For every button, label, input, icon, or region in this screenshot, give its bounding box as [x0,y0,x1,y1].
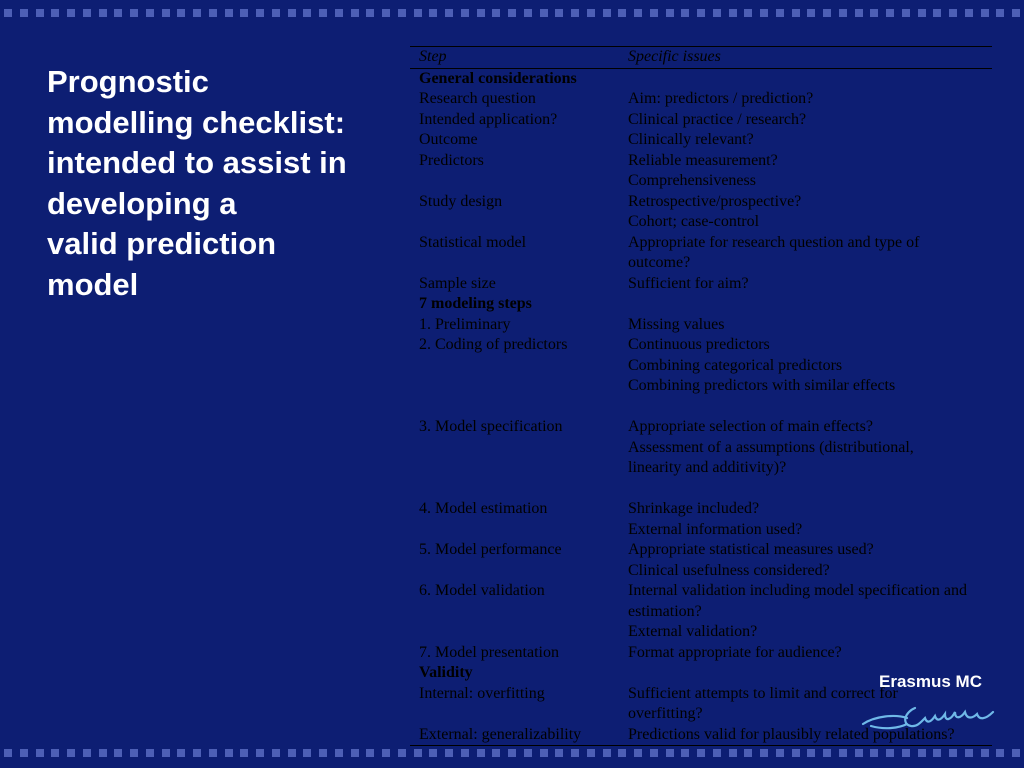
border-square [382,9,390,17]
slide-title-line: Prognostic [47,64,209,99]
border-square [918,9,926,17]
issue-line: Appropriate for research question and type of [628,233,920,251]
step-cell: 3. Model specification [419,418,563,435]
border-square [807,9,815,17]
border-square [130,749,138,757]
border-square [823,749,831,757]
border-square [996,749,1004,757]
border-square [555,749,563,757]
border-square [288,749,296,757]
border-square [886,749,894,757]
border-square [508,9,516,17]
step-cell: Research question [419,90,536,107]
border-square [351,9,359,17]
issues-cell [619,68,992,89]
border-square [855,9,863,17]
border-square [445,749,453,757]
border-square [162,9,170,17]
border-square [996,9,1004,17]
border-square [67,749,75,757]
table-header-row [410,47,992,69]
border-square [99,9,107,17]
border-square [713,9,721,17]
border-square [20,749,28,757]
border-square [382,749,390,757]
border-square [618,749,626,757]
border-square [918,749,926,757]
border-square [83,749,91,757]
border-square [477,9,485,17]
step-cell: 5. Model performance [419,541,562,558]
border-square [146,9,154,17]
table-body [410,68,992,746]
issue-line: Aim: predictors / prediction? [628,90,814,107]
border-square [540,749,548,757]
step-cell: Statistical model [419,233,527,251]
border-square [51,9,59,17]
border-square [949,9,957,17]
border-square [319,9,327,17]
step-cell: 4. Model estimation [419,500,548,517]
issue-line: Clinically relevant? [628,131,754,148]
slide-title-line: modelling checklist: [47,104,346,140]
border-square [36,9,44,17]
table-row [410,192,992,233]
issue-line: Continuous predictors [628,336,770,353]
border-square [902,749,910,757]
checklist-table-container [410,46,992,746]
border-square [792,749,800,757]
border-square [240,749,248,757]
issue-line: estimation? [628,602,702,620]
issue-line: Appropriate statistical measures used? [628,541,874,558]
border-square [792,9,800,17]
border-square [225,9,233,17]
column-header-specific-issues: Specific issues [628,48,721,65]
issue-line: Combining categorical predictors [628,356,843,374]
border-square [256,749,264,757]
top-border-pattern [0,6,1024,20]
border-square [697,749,705,757]
issues-cell [619,581,992,643]
border-square [776,9,784,17]
border-square [492,9,500,17]
border-square [933,9,941,17]
border-square [130,9,138,17]
border-square [729,749,737,757]
border-square [4,9,12,17]
issues-cell [619,417,992,499]
border-square [634,749,642,757]
issue-line: Sufficient attempts to limit and correct for [628,684,898,702]
step-cell: Study design [419,192,503,210]
border-square [650,749,658,757]
issue-line: Comprehensiveness [628,172,756,189]
issue-line: Clinical practice / research? [628,110,807,128]
issues-cell [619,130,992,151]
border-square [981,9,989,17]
table-section-row [410,294,992,315]
column-header-step: Step [419,48,447,65]
border-square [461,9,469,17]
table-row [410,110,992,131]
border-square [1012,9,1020,17]
border-square [807,749,815,757]
border-square [398,749,406,757]
slide-title-line: developing a [47,185,237,221]
border-square [99,749,107,757]
logo-text: Erasmus MC [879,672,982,691]
border-square [67,9,75,17]
border-square [634,9,642,17]
border-square [20,9,28,17]
border-square [729,9,737,17]
issue-line: Internal validation including model specification and [628,582,968,599]
border-square [949,749,957,757]
border-square [177,9,185,17]
border-square [319,749,327,757]
border-square [366,749,374,757]
border-square [760,9,768,17]
border-square [965,9,973,17]
step-cell: External: generalizability [419,725,582,743]
table-row [410,315,992,336]
border-square [1012,749,1020,757]
border-square [240,9,248,17]
border-square [587,749,595,757]
border-square [666,9,674,17]
border-square [839,9,847,17]
border-square [36,749,44,757]
table-row [410,151,992,192]
border-square [524,749,532,757]
issue-line: linearity and additivity)? [628,459,787,476]
issues-cell [619,192,992,233]
border-square [744,749,752,757]
erasmus-signature-icon [855,694,1005,734]
step-cell: Sample size [419,274,496,292]
border-square [981,749,989,757]
issues-cell [619,151,992,192]
step-cell: 2. Coding of predictors [419,336,568,353]
border-square [697,9,705,17]
border-square [209,749,217,757]
table-row [410,540,992,581]
border-square [477,749,485,757]
border-square [303,9,311,17]
issue-line: Shrinkage included? [628,500,760,517]
border-square [114,9,122,17]
issue-line: Clinical usefulness considered? [628,561,830,579]
slide-title [47,62,392,305]
border-square [681,749,689,757]
border-square [603,749,611,757]
border-square [776,749,784,757]
issues-cell [619,233,992,274]
border-square [603,9,611,17]
border-square [855,749,863,757]
border-square [429,749,437,757]
border-square [398,9,406,17]
checklist-table [410,46,992,746]
border-square [713,749,721,757]
issues-cell [619,335,992,417]
border-square [650,9,658,17]
slide-title-line: model [47,266,139,302]
step-cell: Predictors [419,151,484,169]
border-square [461,749,469,757]
issue-line: Predictions valid for plausibly related populations? [628,725,955,743]
table-row [410,335,992,417]
border-square [162,749,170,757]
border-square [83,9,91,17]
issues-cell [619,643,992,664]
issues-cell [619,540,992,581]
issues-cell [619,294,992,315]
step-cell: Intended application? [419,110,558,128]
section-heading: Validity [419,664,473,681]
border-square [886,9,894,17]
step-cell: Outcome [419,131,478,148]
border-square [4,749,12,757]
border-square [335,9,343,17]
border-square [114,749,122,757]
issue-line: Combining predictors with similar effects [628,377,896,394]
issue-line [628,479,992,500]
border-square [225,749,233,757]
border-square [933,749,941,757]
border-square [193,9,201,17]
table-row [410,417,992,499]
border-square [414,9,422,17]
step-cell: 6. Model validation [419,582,545,599]
border-square [414,749,422,757]
issue-line: outcome? [628,254,691,271]
issues-cell [619,274,992,295]
issue-line: Missing values [628,315,725,333]
issue-line: Sufficient for aim? [628,274,749,292]
border-square [492,749,500,757]
issues-cell [619,110,992,131]
border-square [587,9,595,17]
border-square [272,9,280,17]
border-square [571,749,579,757]
section-heading: 7 modeling steps [419,295,532,312]
table-row [410,499,992,540]
border-square [618,9,626,17]
border-square [508,749,516,757]
issue-line: External information used? [628,520,803,538]
border-square [666,749,674,757]
border-square [209,9,217,17]
border-square [256,9,264,17]
border-square [445,9,453,17]
issue-line: Reliable measurement? [628,151,778,169]
table-row [410,233,992,274]
issue-line [628,397,992,418]
issue-line: overfitting? [628,705,703,722]
slide-title-line: intended to assist in [47,145,347,180]
issue-line: Assessment of a assumptions (distributional, [628,438,914,456]
border-square [902,9,910,17]
issue-line: Format appropriate for audience? [628,643,842,661]
table-row [410,581,992,643]
border-square [429,9,437,17]
erasmus-mc-logo [855,672,1005,734]
step-cell: Internal: overfitting [419,684,545,702]
issue-line: Appropriate selection of main effects? [628,418,873,435]
slide-title-line: valid prediction [47,226,277,261]
border-square [870,749,878,757]
table-row [410,89,992,110]
border-square [351,749,359,757]
border-square [870,9,878,17]
border-square [571,9,579,17]
border-square [272,749,280,757]
border-square [335,749,343,757]
border-square [823,9,831,17]
section-heading: General considerations [419,69,577,87]
border-square [177,749,185,757]
border-square [760,749,768,757]
border-square [555,9,563,17]
border-square [303,749,311,757]
issues-cell [619,89,992,110]
border-square [51,749,59,757]
border-square [193,749,201,757]
table-row [410,643,992,664]
table-row [410,274,992,295]
issue-line: Retrospective/prospective? [628,192,802,210]
border-square [366,9,374,17]
border-square [146,749,154,757]
border-square [839,749,847,757]
border-square [288,9,296,17]
step-cell: 7. Model presentation [419,643,559,661]
bottom-border-pattern [0,746,1024,760]
border-square [681,9,689,17]
border-square [965,749,973,757]
table-section-row [410,68,992,89]
table-row [410,130,992,151]
issue-line: External validation? [628,623,758,640]
step-cell: 1. Preliminary [419,315,511,333]
border-square [524,9,532,17]
border-square [744,9,752,17]
issues-cell [619,499,992,540]
border-square [540,9,548,17]
issues-cell [619,315,992,336]
issue-line: Cohort; case-control [628,213,760,230]
